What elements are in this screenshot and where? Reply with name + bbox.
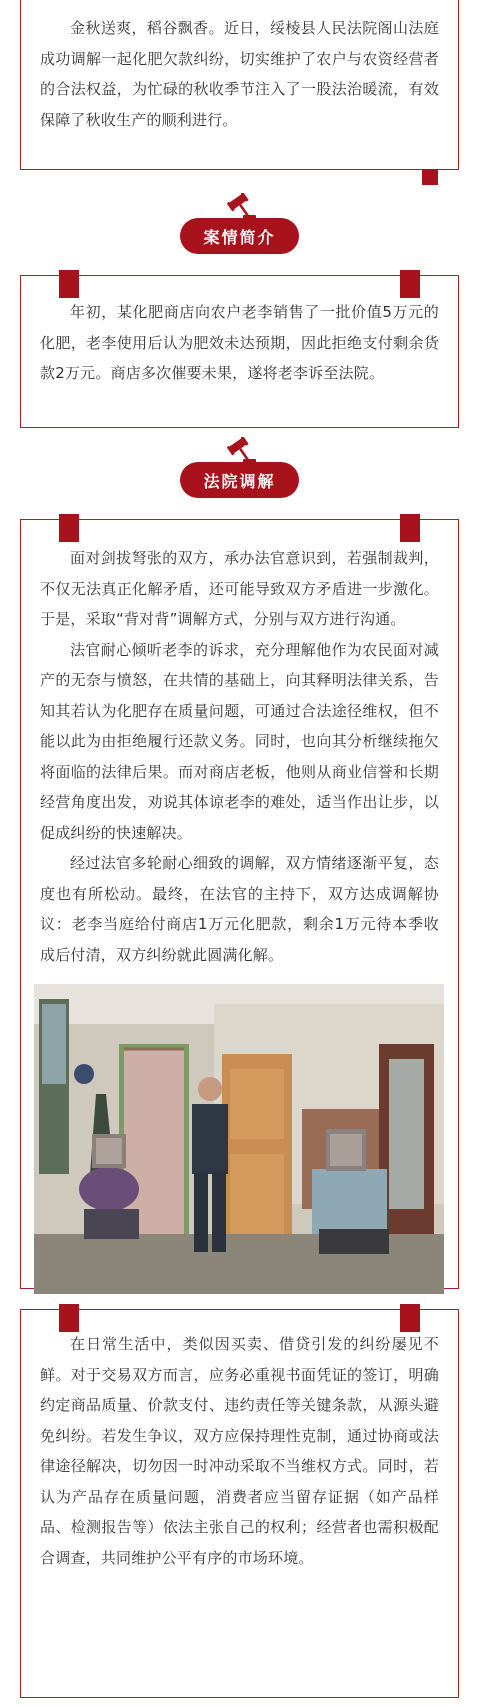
photo-illustration <box>34 984 444 1294</box>
mediation-heading: 法院调解 <box>180 462 299 498</box>
decorative-corner-block <box>422 169 438 185</box>
gavel-icon <box>223 437 257 465</box>
intro-box <box>20 0 459 170</box>
case-paragraph: 年初，某化肥商店向农户老李销售了一批价值5万元的化肥，老李使用后认为肥效未达预期，因此拒绝支付剩余货款2万元。商店多次催要未果，遂将老李诉至法院。 <box>40 303 439 382</box>
decorative-tab-left <box>59 514 79 542</box>
decorative-tab-right <box>400 270 420 298</box>
advice-paragraph: 在日常生活中，类似因买卖、借贷引发的纠纷屡见不鲜。对于交易双方而言，应务必重视书面凭证的签订，明确约定商品质量、价款支付、违约责任等关键条款，从源头避免纠纷。若发生争议，双方应保持理性克制，通过协商或法律途径解决，切勿因一时冲动采取不当维权方式。同时，若认为产品存在质量问题，消费者应当留存证据（如产品样品、检测报告等）依法主张自己的权利；经营者也需积极配合调查，共同维护公平有序的市场环境。 <box>40 1335 439 1567</box>
gavel-icon <box>223 193 257 221</box>
decorative-tab-right <box>400 514 420 542</box>
advice-box <box>20 1309 459 1698</box>
decorative-tab-right <box>400 1304 420 1332</box>
mediation-paragraph-2: 法官耐心倾听老李的诉求，充分理解他作为农民面对减产的无奈与愤怒，在共情的基础上，向其释明法律关系，告知其若认为化肥存在质量问题，可通过合法途径维权，但不能以此为由拒绝履行还款义务。同时，也向其分析继续拖欠将面临的法律后果。而对商店老板，他则从商业信誉和长期经营角度出发，劝说其体谅老李的难处，适当作出让步，以促成纠纷的快速解决。 <box>40 640 439 842</box>
mediation-paragraph-1: 面对剑拔弩张的双方，承办法官意识到，若强制裁判，不仅无法真正化解矛盾，还可能导致双方矛盾进一步激化。于是，采取“背对背”调解方式，分别与双方进行沟通。 <box>40 549 439 628</box>
decorative-tab-left <box>59 1304 79 1332</box>
case-box <box>20 275 459 428</box>
mediation-photo <box>34 984 444 1294</box>
decorative-tab-left <box>59 270 79 298</box>
intro-paragraph: 金秋送爽，稻谷飘香。近日，绥棱县人民法院阁山法庭成功调解一起化肥欠款纠纷，切实维护了农户与农资经营者的合法权益，为忙碌的秋收季节注入了一股法治暖流，有效保障了秋收生产的顺利进行。 <box>40 19 439 129</box>
mediation-box <box>20 519 459 1289</box>
case-heading: 案情简介 <box>180 218 299 254</box>
mediation-paragraph-3: 经过法官多轮耐心细致的调解，双方情绪逐渐平复，态度也有所松动。最终，在法官的主持下，双方达成调解协议：老李当庭给付商店1万元化肥款，剩余1万元待本季收成后付清，双方纠纷就此圆满化解。 <box>40 854 439 964</box>
